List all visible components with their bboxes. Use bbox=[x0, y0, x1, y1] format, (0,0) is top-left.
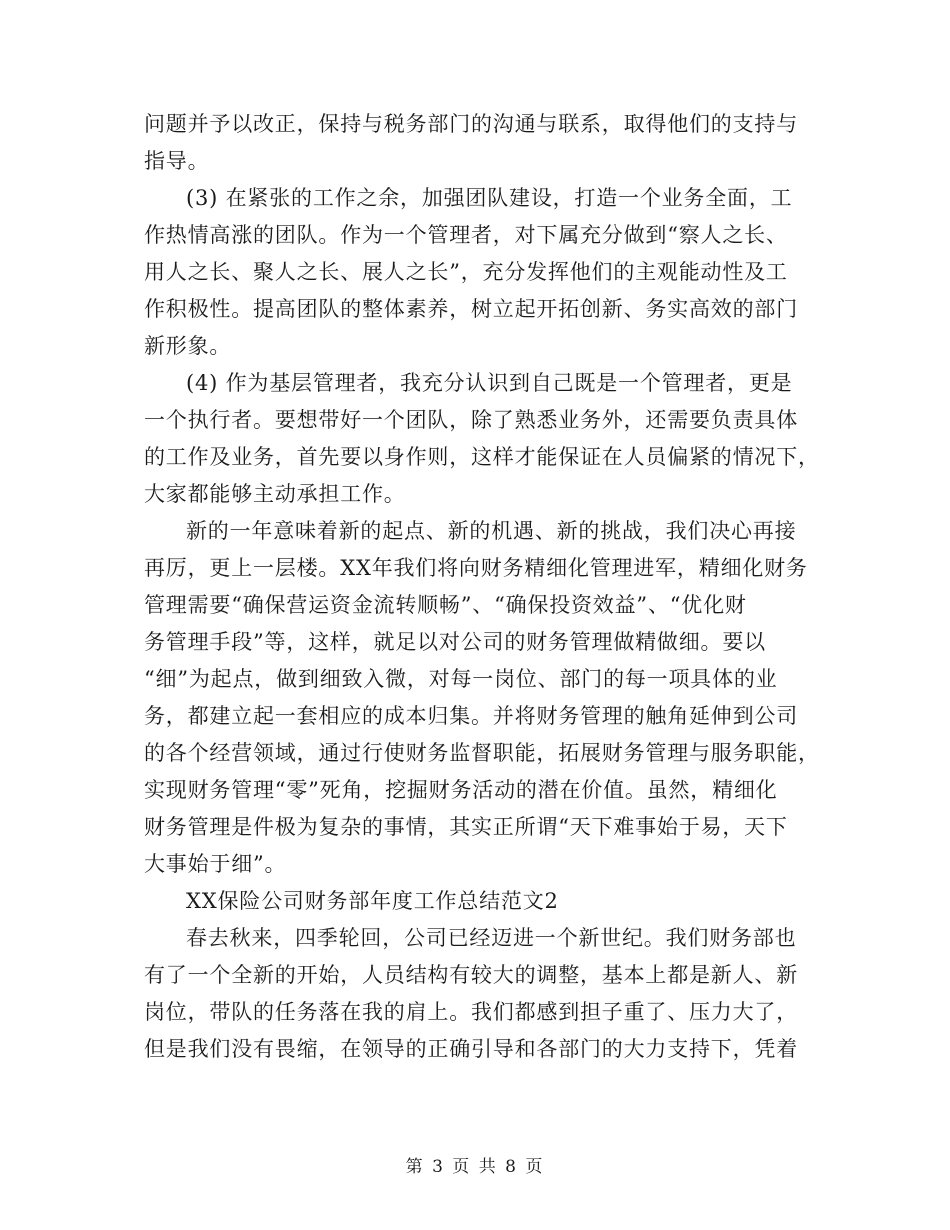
text-line: 新的一年意味着新的起点、新的机遇、新的挑战，我们决心再接 bbox=[186, 519, 797, 543]
text-line: 但是我们没有畏缩，在领导的正确引导和各部门的大力支持下，凭着 bbox=[144, 1037, 798, 1061]
text-line: 大事始于细”。 bbox=[144, 852, 287, 876]
text-line: 作积极性。提高团队的整体素养，树立起开拓创新、务实高效的部门 bbox=[144, 297, 798, 321]
text-line: 的各个经营领域，通过行使财务监督职能，拓展财务管理与服务职能， bbox=[144, 741, 820, 765]
text-line: 财务管理是件极为复杂的事情，其实正所谓“天下难事始于易，天下 bbox=[144, 815, 788, 839]
text-line: 管理需要“确保营运资金流转顺畅”、“确保投资效益”、“优化财 bbox=[144, 593, 747, 617]
text-line: 务，都建立起一套相应的成本归集。并将财务管理的触角延伸到公司 bbox=[144, 704, 798, 728]
text-line: 作热情高涨的团队。作为一个管理者，对下属充分做到“察人之长、 bbox=[144, 223, 788, 247]
text-line: 有了一个全新的开始，人员结构有较大的调整，基本上都是新人、新 bbox=[144, 963, 798, 987]
text-line: 春去秋来，四季轮回，公司已经迈进一个新世纪。我们财务部也 bbox=[186, 926, 797, 950]
section-heading: XX保险公司财务部年度工作总结范文2 bbox=[186, 889, 559, 913]
text-line: 务管理手段”等，这样，就足以对公司的财务管理做精做细。要以 bbox=[144, 630, 766, 654]
text-line: 岗位，带队的任务落在我的肩上。我们都感到担子重了、压力大了， bbox=[144, 1000, 798, 1024]
document-body bbox=[144, 106, 820, 1068]
text-line: 实现财务管理“零”死角，挖掘财务活动的潜在价值。虽然，精细化 bbox=[144, 778, 778, 802]
text-line: 大家都能够主动承担工作。 bbox=[144, 482, 406, 506]
text-line: (4) 作为基层管理者，我充分认识到自己既是一个管理者，更是 bbox=[186, 371, 793, 395]
text-line: 指导。 bbox=[144, 149, 210, 173]
text-line: 的工作及业务，首先要以身作则，这样才能保证在人员偏紧的情况下， bbox=[144, 445, 820, 469]
text-line: 一个执行者。要想带好一个团队，除了熟悉业务外，还需要负责具体 bbox=[144, 408, 798, 432]
page-number: 第 3 页 共 8 页 bbox=[405, 1157, 545, 1177]
text-line: (3) 在紧张的工作之余，加强团队建设，打造一个业务全面，工 bbox=[186, 186, 793, 210]
text-line: 问题并予以改正，保持与税务部门的沟通与联系，取得他们的支持与 bbox=[144, 112, 798, 136]
text-line: “细”为起点，做到细致入微，对每一岗位、部门的每一项具体的业 bbox=[144, 667, 778, 691]
text-line: 新形象。 bbox=[144, 334, 232, 358]
text-line: 再厉，更上一层楼。XX年我们将向财务精细化管理进军，精细化财务 bbox=[144, 556, 808, 580]
text-line: 用人之长、聚人之长、展人之长”，充分发挥他们的主观能动性及工 bbox=[144, 260, 788, 284]
